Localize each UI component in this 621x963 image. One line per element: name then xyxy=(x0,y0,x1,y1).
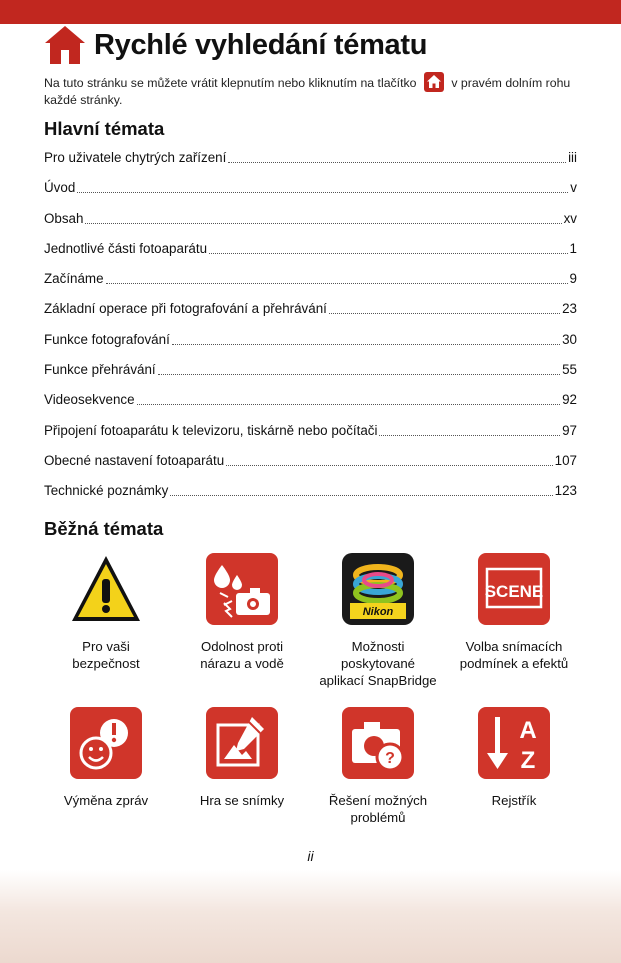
toc-leader-dots xyxy=(77,178,568,193)
tile-messages[interactable] xyxy=(46,707,166,809)
warning-icon xyxy=(70,553,142,625)
toc-page-number: iii xyxy=(568,150,577,165)
snapbridge-icon xyxy=(342,553,414,625)
toc-label: Úvod xyxy=(44,180,76,196)
toc-page-number: 23 xyxy=(562,301,577,317)
toc-label: Pro uživatele chytrých zařízení xyxy=(44,150,227,165)
index-az-icon xyxy=(478,707,550,779)
toc-label: Funkce přehrávání xyxy=(44,362,156,378)
tile-label: Řešení možných problémů xyxy=(328,793,428,825)
tile-safety[interactable] xyxy=(46,553,166,672)
toc-page-number: 123 xyxy=(554,483,577,499)
toc-page-number: 97 xyxy=(562,422,577,438)
main-topics-list xyxy=(44,148,577,512)
toc-leader-dots xyxy=(158,360,560,375)
toc-label: Jednotlivé části fotoaparátu xyxy=(44,240,208,256)
tile-troubleshooting[interactable] xyxy=(318,707,438,826)
toc-label: Základní operace při fotografování a přehrávání xyxy=(44,301,327,317)
toc-row[interactable] xyxy=(44,299,577,329)
messages-icon xyxy=(70,707,142,779)
toc-label: Obsah xyxy=(44,210,84,226)
toc-leader-dots xyxy=(209,239,568,254)
toc-leader-dots xyxy=(106,269,568,284)
toc-page-number: 30 xyxy=(562,331,577,347)
photo-edit-icon xyxy=(206,707,278,779)
toc-leader-dots xyxy=(226,451,552,466)
tile-label: Výměna zpráv xyxy=(63,793,149,808)
tile-label: Volba snímacích podmínek a efektů xyxy=(459,639,569,671)
toc-page-number: 92 xyxy=(562,392,577,408)
toc-leader-dots xyxy=(85,209,561,224)
toc-page-number: v xyxy=(570,180,577,196)
toc-leader-dots xyxy=(379,421,560,436)
toc-row[interactable] xyxy=(44,178,577,208)
tile-index[interactable] xyxy=(454,707,574,809)
page-title: Rychlé vyhledání tématu xyxy=(94,28,428,61)
intro-text xyxy=(44,72,589,109)
toc-label: Připojení fotoaparátu k televizoru, tiskárně nebo počítači xyxy=(44,422,378,438)
toc-label: Začínáme xyxy=(44,271,104,287)
tile-label: Odolnost proti nárazu a vodě xyxy=(200,639,284,671)
bottom-gradient xyxy=(0,870,621,963)
toc-row[interactable] xyxy=(44,481,577,511)
intro-after: v pravém dolním rohu každé stránky. xyxy=(44,76,571,107)
toc-label: Funkce fotografování xyxy=(44,331,170,347)
water-shock-icon xyxy=(206,553,278,625)
page-number: ii xyxy=(307,848,314,864)
toc-page-number: 55 xyxy=(562,362,577,378)
toc-page-number: 9 xyxy=(569,271,577,287)
home-icon[interactable] xyxy=(44,25,86,65)
home-button-icon xyxy=(424,72,444,92)
toc-row[interactable] xyxy=(44,209,577,239)
toc-row[interactable] xyxy=(44,360,577,390)
toc-row[interactable] xyxy=(44,421,577,451)
toc-page-number: 1 xyxy=(569,240,577,256)
toc-label: Obecné nastavení fotoaparátu xyxy=(44,452,225,468)
scene-icon xyxy=(478,553,550,625)
toc-leader-dots xyxy=(228,148,566,163)
tile-label: Hra se snímky xyxy=(199,793,285,808)
scene-text: SCENE xyxy=(484,582,544,601)
toc-leader-dots xyxy=(170,481,552,496)
top-accent-bar xyxy=(0,0,621,24)
tile-snapbridge[interactable] xyxy=(318,553,438,689)
tile-photo-edit[interactable] xyxy=(182,707,302,809)
tile-label: Rejstřík xyxy=(491,793,537,808)
toc-page-number: xv xyxy=(563,210,577,226)
letter-a: A xyxy=(519,717,537,744)
intro-before: Na tuto stránku se můžete vrátit klepnutím nebo kliknutím na tlačítko xyxy=(44,76,417,90)
toc-leader-dots xyxy=(137,390,561,405)
toc-label: Technické poznámky xyxy=(44,483,169,499)
svg-text:?: ? xyxy=(385,750,395,767)
toc-row[interactable] xyxy=(44,390,577,420)
main-topics-heading: Hlavní témata xyxy=(44,118,165,139)
toc-row[interactable] xyxy=(44,148,577,178)
toc-row[interactable] xyxy=(44,451,577,481)
tile-label: Možnosti poskytované aplikací SnapBridge xyxy=(319,639,437,688)
tile-water-shock[interactable] xyxy=(182,553,302,672)
troubleshooting-icon xyxy=(342,707,414,779)
title-area xyxy=(44,25,427,65)
tile-scene[interactable] xyxy=(454,553,574,672)
toc-row[interactable] xyxy=(44,269,577,299)
nikon-logo-text: Nikon xyxy=(362,606,394,618)
toc-row[interactable] xyxy=(44,330,577,360)
toc-page-number: 107 xyxy=(554,452,577,468)
common-topics-heading: Běžná témata xyxy=(44,518,164,539)
toc-label: Videosekvence xyxy=(44,392,135,408)
toc-row[interactable] xyxy=(44,239,577,269)
toc-leader-dots xyxy=(172,330,560,345)
tile-label: Pro vaši bezpečnost xyxy=(72,639,140,671)
toc-leader-dots xyxy=(329,299,560,314)
letter-z: Z xyxy=(520,747,536,774)
